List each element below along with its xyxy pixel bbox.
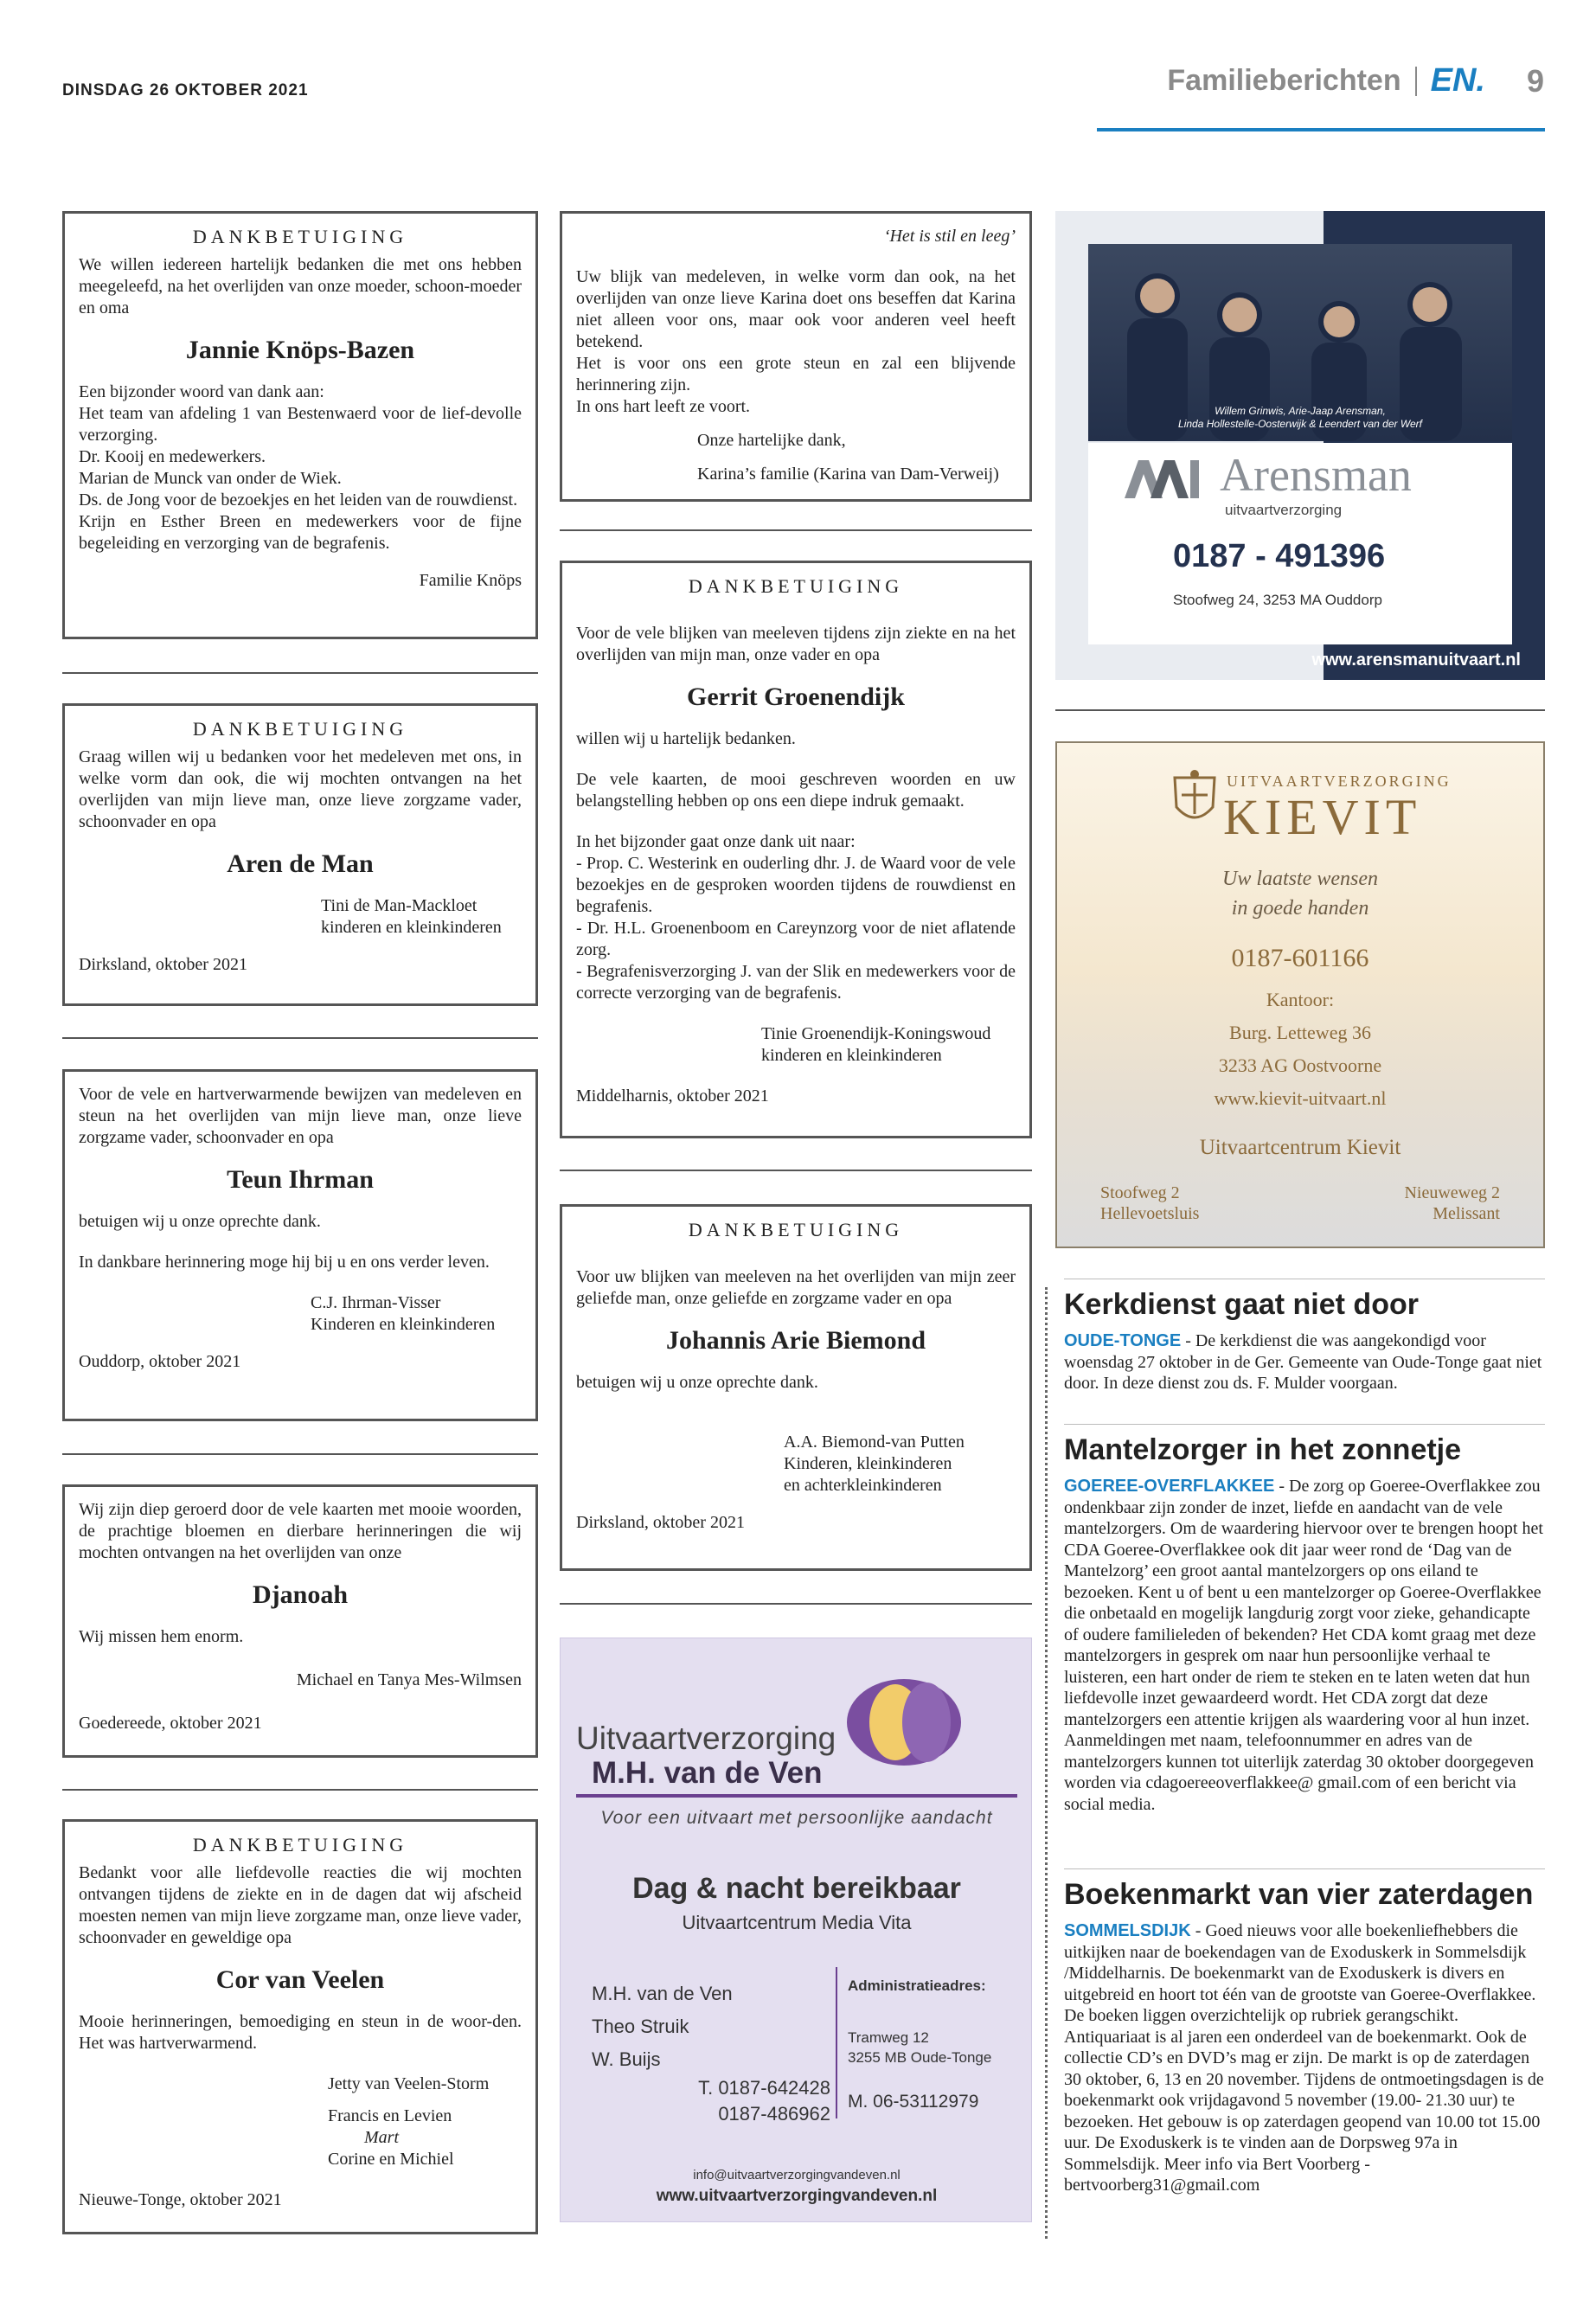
separator [1064,1424,1545,1425]
kievit-office [1057,984,1543,1115]
notice-line: Wij missen hem enorm. [79,1627,244,1646]
notice-line: - Begrafenisverzorging J. van der Slik en medewerkers voor de correcte verzorging van de begrafenis. [576,962,1016,1003]
address-line: Melissant [1433,1204,1500,1223]
notice-line: Krijn en Esther Breen en medewerkers voor de fijne begeleiding en verzorging van de begrafenis. [79,512,522,553]
ad-email[interactable]: info@uitvaartverzorgingvandeven.nl [693,2168,901,2182]
section-title: Familieberichten [1167,64,1401,97]
article-body [1064,1330,1545,1394]
ad-van-de-ven [560,1638,1032,2222]
notice-intro: Bedankt voor alle liefdevolle reacties die wij mochten ontvangen tijdens de ziekte en in de dagen dat wij afscheid moesten nemen van mijn lieve zorgzame man, onze lieve vader, schoonvader en geweldige opa [79,1863,522,1947]
separator [62,1789,538,1791]
address-line: Nieuweweg 2 [1404,1183,1500,1202]
ad-website[interactable]: www.uitvaartverzorgingvandeven.nl [656,2187,938,2205]
notice-djanoah [62,1484,538,1758]
notice-signature: en achterkleinkinderen [784,1476,942,1495]
arensman-logo-icon [1125,458,1211,500]
staff-name: Theo Struik [592,2016,689,2037]
photo-caption [1088,405,1512,431]
arensman-website[interactable]: www.arensmanuitvaart.nl [1311,651,1521,670]
office-label: Kantoor: [1266,989,1335,1010]
separator [62,672,538,674]
notice-place: Middelharnis, oktober 2021 [576,1086,769,1106]
notice-heading: DANKBETUIGING [192,226,408,247]
page-number: 9 [1526,62,1544,99]
deceased-name: Teun Ihrman [227,1165,374,1194]
page-header-right [1167,62,1544,99]
article-body [1064,1476,1545,1815]
article-lead: OUDE-TONGE [1064,1331,1182,1350]
ad-arensman [1055,211,1545,680]
notice-signature: Kinderen, kleinkinderen [784,1454,952,1473]
ad-staff [592,1977,733,2076]
article-title: Mantelzorger in het zonnetje [1064,1433,1462,1466]
notice-signature: Familie Knöps [419,571,522,590]
arensman-name: Arensman [1220,449,1412,501]
notice-signature: kinderen en kleinkinderen [761,1046,942,1065]
notice-intro: We willen iedereen hartelijk bedanken die met ons hebben meegeleefd, na het overlijden van onze moeder, schoon-moeder en oma [79,255,522,317]
en-logo: EN. [1430,62,1485,99]
arensman-address: Stoofweg 24, 3253 MA Ouddorp [1173,592,1382,608]
address-line: 3255 MB Oude-Tonge [848,2049,992,2066]
notice-line: Mooie herinneringen, bemoediging en steun in de woor-den. Het was hartverwarmend. [79,2012,522,2053]
kievit-top: UITVAARTVERZORGING [1227,772,1452,790]
address-line: Stoofweg 2 [1100,1183,1180,1202]
notice-line: Het is voor ons een grote steun en zal een blijvende herinnering zijn. [576,354,1016,394]
deceased-name: Jannie Knöps-Bazen [185,336,415,364]
caption-line: Willem Grinwis, Arie-Jaap Arensman, [1215,405,1386,417]
ad-rule [576,1794,1017,1798]
notice-line: In dankbare herinnering moge hij bij u en ons verder leven. [79,1253,490,1272]
header-divider [1415,67,1417,96]
notice-place: Nieuwe-Tonge, oktober 2021 [79,2190,282,2209]
notice-line: De vele kaarten, de mooi geschreven woorden en uw belangstelling hebben op ons een diepe indruk gemaakt. [576,770,1016,811]
notice-place: Dirksland, oktober 2021 [576,1513,745,1532]
slogan-line: in goede handen [1231,897,1369,920]
notice-groenendijk [560,561,1032,1138]
notice-line: - Prop. C. Westerink en ouderling dhr. J. de Waard voor de vele bezoekjes en de gesproken woorden tijdens de rouwdienst en begrafenis. [576,854,1016,916]
address-line: Hellevoetsluis [1100,1204,1200,1223]
article-body [1064,1920,1545,2196]
ad-title-line1: Uitvaartverzorging [576,1721,836,1756]
phone-number: T. 0187-642428 [698,2077,830,2099]
notice-signature: Corine en Michiel [328,2150,454,2169]
kievit-crest-icon [1170,769,1220,830]
article-kerkdienst [1064,1279,1545,1394]
separator [560,529,1032,531]
notice-line: Uw blijk van medeleven, in welke vorm dan ook, na het overlijden van onze lieve Karina doet ons beseffen dat Karina niet alleen voor ons, maar ook voor anderen veel heeft betekend. [576,267,1016,351]
separator [62,1453,538,1455]
notice-line: Een bijzonder woord van dank aan: [79,382,324,401]
kievit-location-right [1404,1183,1500,1224]
notice-line: betuigen wij u onze oprechte dank. [79,1212,321,1231]
notice-line: Ds. de Jong voor de bezoekjes en het leiden van de rouwdienst. [79,490,518,510]
notice-intro: Voor uw blijken van meeleven na het overlijden van mijn zeer geliefde man, onze geliefde en zorgzame vader en opa [576,1267,1016,1308]
notice-signature: Mart [364,2128,399,2147]
admin-label: Administratieadres: [848,1977,986,1994]
page-date: DINSDAG 26 OKTOBER 2021 [62,81,309,99]
notice-knops [62,211,538,639]
ad-kievit [1055,741,1545,1248]
deceased-name: Djanoah [252,1580,349,1609]
dotted-rule [1045,1287,1048,2239]
separator [560,1603,1032,1605]
notice-signature: Francis en Levien [328,2106,452,2125]
deceased-name: Gerrit Groenendijk [687,683,905,711]
mobile-number: M. 06-53112979 [848,2092,979,2112]
notice-heading: DANKBETUIGING [688,575,904,597]
notice-place: Goedereede, oktober 2021 [79,1714,262,1733]
notice-biemond [560,1204,1032,1571]
kievit-phone: 0187-601166 [1231,944,1369,972]
kievit-centre: Uitvaartcentrum Kievit [1199,1136,1401,1159]
notice-signature: Karina’s familie (Karina van Dam-Verweij) [697,465,999,484]
slogan-line: Uw laatste wensen [1222,868,1378,890]
kievit-name: KIEVIT [1223,789,1422,845]
notice-intro: Voor de vele en hartverwarmende bewijzen van medeleven en steun na het overlijden van mijn lieve man, onze lieve zorgzame vader, schoonvader en opa [79,1085,522,1147]
notice-signature: kinderen en kleinkinderen [321,918,502,937]
separator [560,1170,1032,1171]
notice-place: Ouddorp, oktober 2021 [79,1352,241,1371]
notice-signature: Tinie Groenendijk-Koningswoud [761,1024,991,1043]
notice-signature: C.J. Ihrman-Visser [311,1293,441,1312]
kievit-location-left [1100,1183,1199,1224]
notice-line: In het bijzonder gaat onze dank uit naar: [576,832,856,851]
staff-photo [1088,244,1512,441]
notice-place: Dirksland, oktober 2021 [79,955,247,974]
article-boekenmarkt [1064,1868,1545,2196]
deceased-name: Aren de Man [227,849,374,878]
notice-heading: DANKBETUIGING [192,1834,408,1856]
header-rule [1097,128,1545,131]
separator [1064,1868,1545,1869]
notice-quote: ‘Het is stil en leeg’ [883,227,1016,246]
ad-tagline: Voor een uitvaart met persoonlijke aandacht [600,1808,993,1828]
article-text: - De kerkdienst die was aangekondigd voor woensdag 27 oktober in de Ger. Gemeente van Oude-Tonge gaat niet door. In deze dienst zou ds. F. Mulder voorgaan. [1064,1331,1542,1393]
notice-line: - Dr. H.L. Groenenboom en Careynzorg voor de niet aflatende zorg. [576,919,1016,959]
notice-intro: Graag willen wij u bedanken voor het medeleven met ons, in welke vorm dan ook, die wij mochten ontvangen na het overlijden van mijn lieve man, onze lieve zorgzame vader, schoonvader en opa [79,747,522,831]
kievit-website[interactable]: www.kievit-uitvaart.nl [1214,1087,1387,1109]
notice-line: In ons hart leeft ze voort. [576,397,751,416]
address-line: 3233 AG Oostvoorne [1218,1054,1382,1076]
separator [62,1037,538,1039]
notice-line: Dr. Kooij en medewerkers. [79,447,266,466]
van-de-ven-logo-icon [842,1675,963,1770]
ad-availability: Dag & nacht bereikbaar [632,1872,961,1905]
phone-number: 0187-486962 [718,2103,830,2125]
notice-intro: Wij zijn diep geroerd door de vele kaarten met mooie woorden, de prachtige bloemen en dierbare herinneringen die wij mochten ontvangen na het overlijden van onze [79,1500,522,1562]
notice-line: Marian de Munck van onder de Wiek. [79,469,342,488]
staff-name: W. Buijs [592,2048,661,2070]
notice-signature: Jetty van Veelen-Storm [328,2074,490,2093]
separator [1055,709,1545,711]
arensman-sub: uitvaartverzorging [1225,502,1343,518]
notice-signature: Onze hartelijke dank, [697,431,846,450]
notice-heading: DANKBETUIGING [688,1219,904,1240]
notice-line: Het team van afdeling 1 van Bestenwaerd voor de lief-devolle verzorging. [79,404,522,445]
address-line: Burg. Letteweg 36 [1229,1022,1371,1043]
ad-phones [682,2075,830,2127]
ad-centre: Uitvaartcentrum Media Vita [682,1912,912,1933]
notice-signature: Tini de Man-Mackloet [321,896,478,915]
notice-line: willen wij u hartelijk bedanken. [576,729,796,748]
notice-signature: Kinderen en kleinkinderen [311,1315,496,1334]
notice-heading: DANKBETUIGING [192,718,408,740]
notice-intro: Voor de vele blijken van meeleven tijdens zijn ziekte en na het overlijden van mijn man, onze vader en opa [576,624,1016,664]
notice-de-man [62,703,538,1006]
staff-name: M.H. van de Ven [592,1983,733,2004]
article-lead: SOMMELSDIJK [1064,1921,1191,1940]
notice-line: betuigen wij u onze oprechte dank. [576,1373,818,1392]
address-line: Tramweg 12 [848,2029,929,2046]
arensman-phone: 0187 - 491396 [1173,538,1386,574]
deceased-name: Cor van Veelen [215,1965,385,1994]
notice-signature: Michael en Tanya Mes-Wilmsen [296,1670,522,1689]
notice-signature: A.A. Biemond-van Putten [784,1433,965,1452]
admin-address [848,2028,991,2067]
ad-title-line2: M.H. van de Ven [592,1756,823,1790]
deceased-name: Johannis Arie Biemond [665,1326,926,1355]
article-text: - De zorg op Goeree-Overflakkee zou ondenkbaar zijn zonder de inzet, liefde en aandacht van de vele mantelzorgers. Om de waardering hiervoor over te brengen hoopt het CDA Goeree-Overflakkee ook dit jaar weer rond de ‘Dag van de Mantelzorg’ een groot aantal mantelzorgers op ons eiland te bezoeken. Kent u of bent u een mantelzorger op Goeree-Overflakkee die onbetaald en mogelijk langdurig zorgt voor zieke, gehandicapte of oudere familieleden of bekenden? Het CDA komt graag met deze mantelzorgers in gesprek om naar hun persoonlijke verhaal te luisteren, een hart onder de riem te steken en te laten weten dat hun liefdevolle inzet gewaardeerd wordt. Het CDA zorgt dat deze mantelzorgers een attentie krijgen als waardering voor al hun inzet. Aanmeldingen met naam, telefoonnummer en adres van de mantelzorgers kunnen tot uiterlijk zaterdag 30 oktober doorgegeven worden via cdagoereeoverflakkee@ gmail.com of een bericht via social media. [1064,1477,1543,1814]
notice-ihrman [62,1069,538,1421]
notice-van-veelen [62,1819,538,2234]
kievit-slogan [1057,864,1543,923]
article-text: - Goed nieuws voor alle boekenliefhebbers die uitkijken naar de boekendagen van de Exoduskerk in Sommelsdijk /Middelharnis. De boekenmarkt van de Exoduskerk is divers en uitgebreid en hoort tot één van de grootste van Goeree-Overflakkee. De boeken liggen overzichtelijk op rubriek gerangschikt. Antiquariaat is al jaren een onderdeel van de boekenmarkt. Ook de collectie CD’s en DVD’s mag er zijn. De markt is op de zaterdagen 30 oktober, 6, 13 en 20 november. Tijdens de ontmoetingsdagen is de boekenmarkt ook vrijdagavond 5 november (19.00- 21.30 uur) te bezoeken. Het gebouw is op zaterdagen geopend van 10.00 tot 15.00 uur. De Exoduskerk is te vinden aan de Dorpsweg 97a in Sommelsdijk. Meer info via Bert Voorberg - bertvoorberg31@gmail.com [1064,1921,1544,2195]
article-mantelzorger [1064,1424,1545,1815]
article-title: Boekenmarkt van vier zaterdagen [1064,1878,1534,1911]
ad-divider [836,1967,837,2118]
article-lead: GOEREE-OVERFLAKKEE [1064,1477,1275,1496]
notice-karina [560,211,1032,502]
caption-line: Linda Hollestelle-Oosterwijk & Leendert van der Werf [1178,418,1422,430]
article-title: Kerkdienst gaat niet door [1064,1288,1419,1321]
arensman-info-panel [1088,443,1512,644]
